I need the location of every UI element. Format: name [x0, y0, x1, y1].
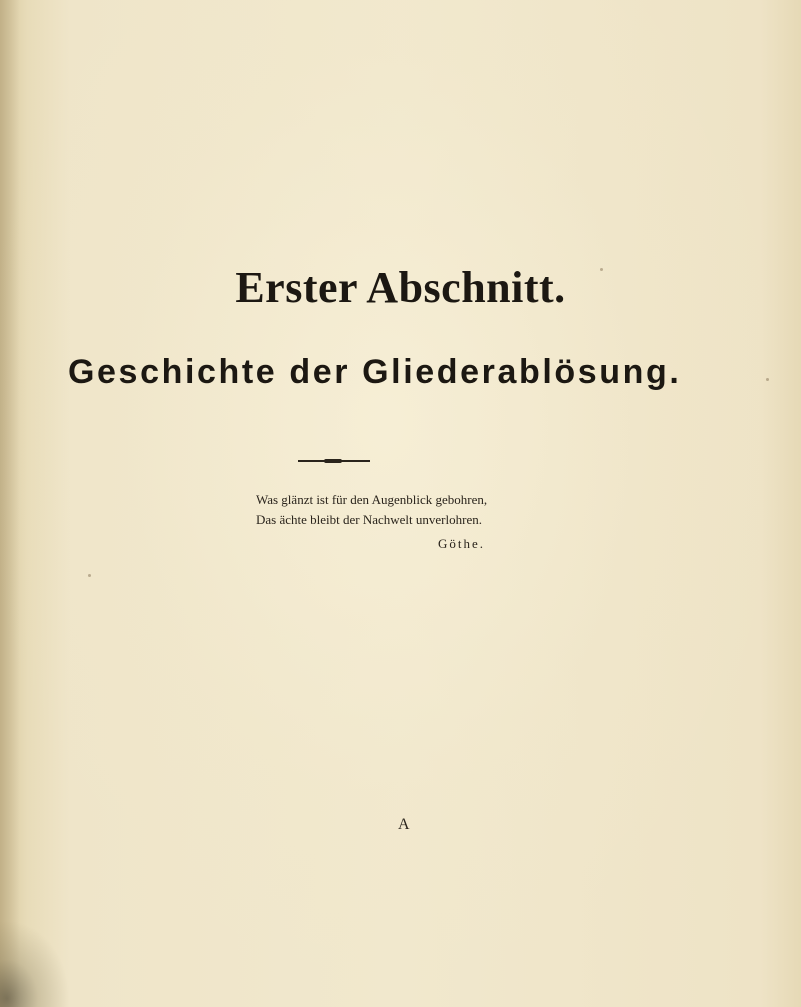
printer-signature-mark: A — [398, 816, 410, 833]
paper-speck — [766, 378, 769, 381]
paper-speck — [88, 574, 91, 577]
chapter-title: Erster Abschnitt. — [235, 263, 566, 312]
chapter-subtitle: Geschichte der Gliederablösung. — [68, 353, 682, 391]
epigraph-line: Das ächte bleibt der Nachwelt unverlohren. — [256, 512, 482, 527]
decorative-rule — [298, 460, 370, 462]
epigraph-line: Was glänzt ist für den Augenblick gebohren, — [256, 492, 488, 507]
spine-shadow — [0, 0, 20, 1007]
epigraph — [256, 490, 487, 530]
paper-stain — [0, 920, 70, 1007]
epigraph-author: Göthe. — [438, 536, 486, 551]
